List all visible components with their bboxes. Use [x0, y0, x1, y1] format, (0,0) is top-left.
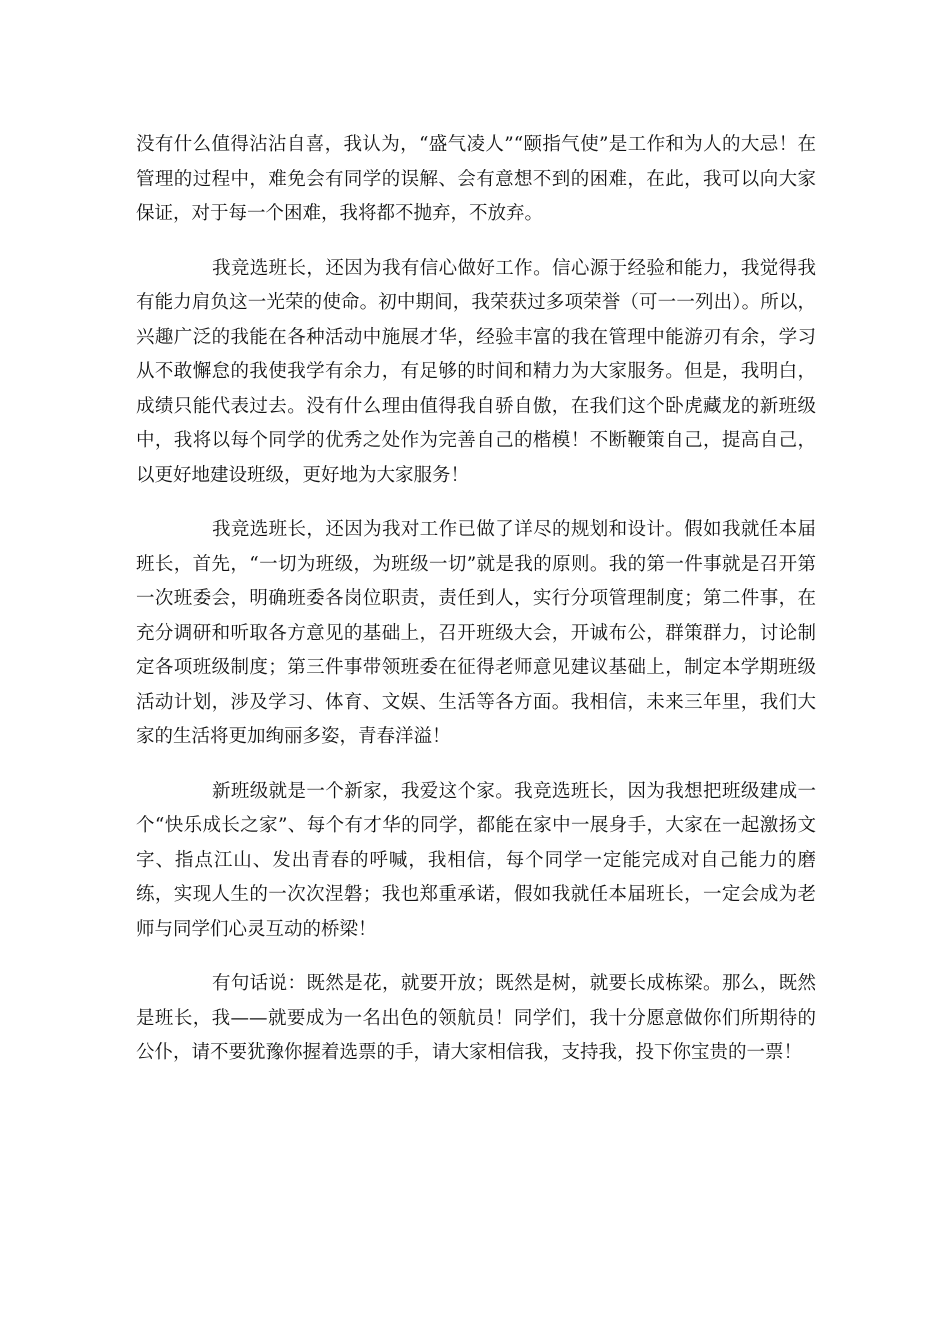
paragraph-closing: 有句话说：既然是花，就要开放；既然是树，就要长成栋梁。那么，既然是班长，我——就要成为一名出色的领航员！同学们，我十分愿意做你们所期待的公仆，请不要犹豫你握着选票的手，请大家相信我，支持我，投下你宝贵的一票！	[136, 973, 816, 1063]
document-body	[136, 128, 816, 1091]
paragraph-continuation: 没有什么值得沾沾自喜，我认为，“盛气凌人”“颐指气使”是工作和为人的大忌！在管理的过程中，难免会有同学的误解、会有意想不到的困难，在此，我可以向大家保证，对于每一个困难，我将都不抛弃，不放弃。	[136, 134, 816, 224]
paragraph-plan: 我竞选班长，还因为我对工作已做了详尽的规划和设计。假如我就任本届班长，首先，“一切为班级，为班级一切”就是我的原则。我的第一件事就是召开第一次班委会，明确班委各岗位职责，责任到人，实行分项管理制度；第二件事，在充分调研和听取各方意见的基础上，召开班级大会，开诚布公，群策群力，讨论制定各项班级制度；第三件事带领班委在征得老师意见建议基础上，制定本学期班级活动计划，涉及学习、体育、文娱、生活等各方面。我相信，未来三年里，我们大家的生活将更加绚丽多姿，青春洋溢！	[136, 519, 816, 747]
paragraph-new-class: 新班级就是一个新家，我爱这个家。我竞选班长，因为我想把班级建成一个“快乐成长之家”、每个有才华的同学，都能在家中一展身手，大家在一起激扬文字、指点江山、发出青春的呼喊，我相信，每个同学一定能完成对自己能力的磨练，实现人生的一次次涅磐；我也郑重承诺，假如我就任本届班长，一定会成为老师与同学们心灵互动的桥梁！	[136, 780, 816, 940]
paragraph-confidence: 我竞选班长，还因为我有信心做好工作。信心源于经验和能力，我觉得我有能力肩负这一光荣的使命。初中期间，我荣获过多项荣誉（可一一列出）。所以，兴趣广泛的我能在各种活动中施展才华，经验丰富的我在管理中能游刃有余，学习从不敢懈怠的我使我学有余力，有足够的时间和精力为大家服务。但是，我明白，成绩只能代表过去。没有什么理由值得我自骄自傲，在我们这个卧虎藏龙的新班级中，我将以每个同学的优秀之处作为完善自己的楷模！不断鞭策自己，提高自己，以更好地建设班级，更好地为大家服务！	[136, 257, 816, 486]
